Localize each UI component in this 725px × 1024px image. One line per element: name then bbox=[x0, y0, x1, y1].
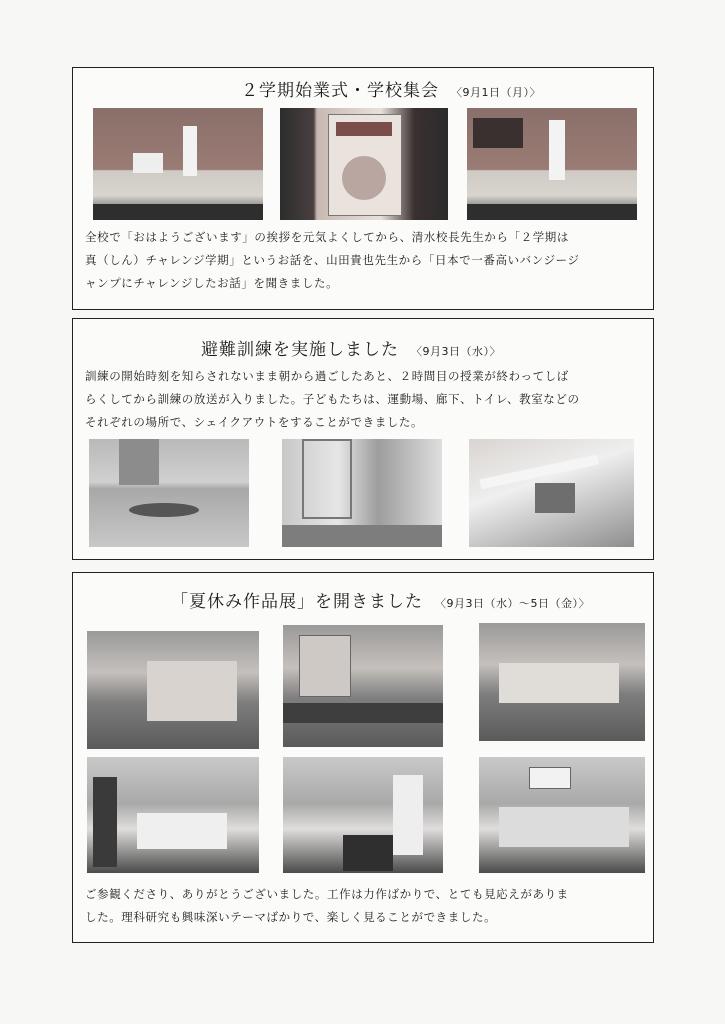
section-summer-exhibition bbox=[72, 572, 654, 943]
body-line: それぞれの場所で、シェイクアウトをすることができました。 bbox=[85, 415, 424, 429]
body-line: 訓練の開始時刻を知らされないまま朝から過ごしたあと、２時間目の授業が終わってしば bbox=[85, 369, 569, 383]
section-date: 〈9月1日（月）〉 bbox=[451, 86, 541, 99]
section-body bbox=[85, 883, 569, 929]
body-line: した。理科研究も興味深いテーマばかりで、楽しく見ることができました。 bbox=[85, 910, 497, 924]
body-line: ャンプにチャレンジしたお話」を聞きました。 bbox=[85, 276, 339, 290]
photo-visitors-at-table bbox=[87, 757, 259, 873]
photo-students-under-desk bbox=[469, 439, 634, 547]
body-line: ご参観くださり、ありがとうございました。工作は力作ばかりで、とても見応えがありま bbox=[85, 887, 569, 901]
section-heading bbox=[201, 335, 501, 360]
photo-students-on-field bbox=[89, 439, 249, 547]
section-heading bbox=[241, 76, 541, 101]
photo-students-by-building bbox=[282, 439, 442, 547]
section-heading bbox=[171, 587, 590, 612]
photo-challenge-board bbox=[280, 108, 448, 220]
photo-visitors-viewing-works bbox=[283, 757, 443, 873]
section-date: 〈9月3日（水）〉 bbox=[411, 345, 501, 358]
photo-principal-on-stage bbox=[93, 108, 263, 220]
photo-exhibition-hall bbox=[479, 623, 645, 741]
photo-exhibition-corner bbox=[479, 757, 645, 873]
photo-exhibition-table bbox=[87, 631, 259, 749]
section-evacuation-drill bbox=[72, 318, 654, 560]
section-opening-ceremony bbox=[72, 67, 654, 310]
photo-exhibition-display-board bbox=[283, 625, 443, 747]
photo-teacher-on-stage bbox=[467, 108, 637, 220]
body-line: 全校で「おはようございます」の挨拶を元気よくしてから、清水校長先生から「２学期は bbox=[85, 230, 569, 244]
section-body bbox=[85, 365, 580, 434]
section-title: ２学期始業式・学校集会 bbox=[241, 81, 439, 101]
body-line: らくしてから訓練の放送が入りました。子どもたちは、運動場、廊下、トイレ、教室などの bbox=[85, 392, 580, 406]
section-date: 〈9月3日（水）～5日（金）〉 bbox=[435, 597, 590, 610]
body-line: 真（しん）チャレンジ学期」というお話を、山田貴也先生から「日本で一番高いバンジージ bbox=[85, 253, 580, 267]
section-title: 避難訓練を実施しました bbox=[201, 340, 399, 360]
section-title: 「夏休み作品展」を開きました bbox=[171, 592, 423, 612]
section-body bbox=[85, 226, 580, 295]
